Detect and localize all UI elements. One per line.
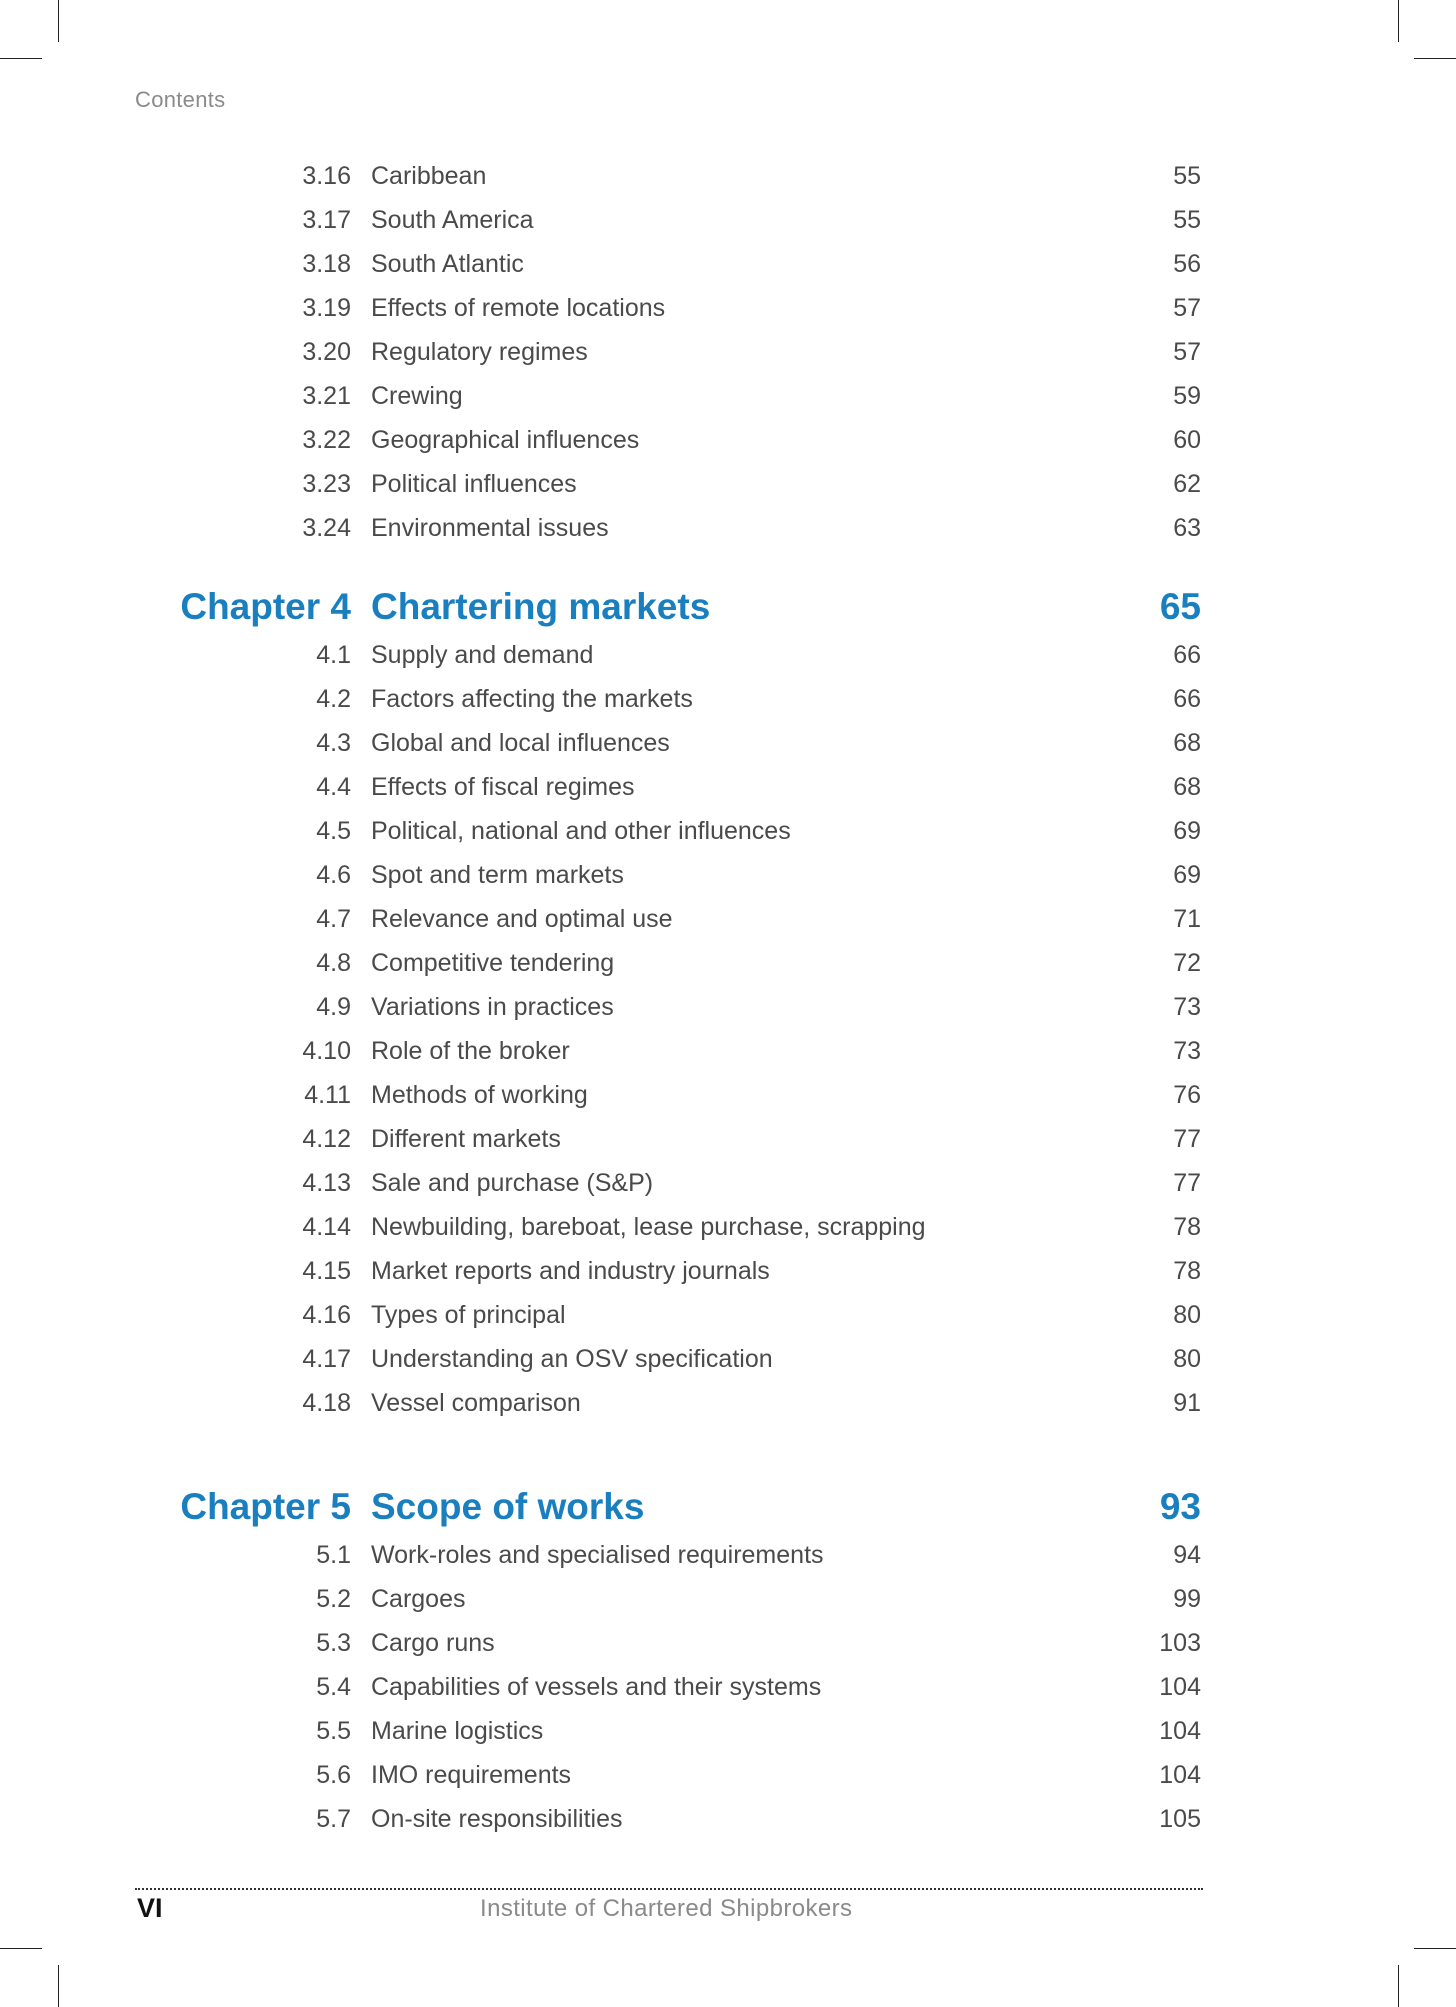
section-title: Market reports and industry journals — [371, 1257, 770, 1285]
section-title: Types of principal — [371, 1301, 566, 1329]
section-number: 4.17 — [302, 1345, 351, 1373]
toc-entry[interactable] — [0, 1665, 1456, 1709]
section-number: 5.7 — [316, 1805, 351, 1833]
section-number: 3.17 — [302, 206, 351, 234]
page-number: 69 — [1173, 817, 1201, 845]
toc-entry[interactable] — [0, 198, 1456, 242]
section-title: Understanding an OSV specification — [371, 1345, 773, 1373]
page-number: 55 — [1173, 162, 1201, 190]
section-title: Cargo runs — [371, 1629, 495, 1657]
page-number: 68 — [1173, 773, 1201, 801]
page-number: 77 — [1173, 1169, 1201, 1197]
section-title: Supply and demand — [371, 641, 594, 669]
page-number: 56 — [1173, 250, 1201, 278]
section-title: Spot and term markets — [371, 861, 624, 889]
section-number: 3.22 — [302, 426, 351, 454]
footer-publisher: Institute of Chartered Shipbrokers — [480, 1895, 853, 1922]
page-number: 104 — [1159, 1673, 1201, 1701]
toc-entry[interactable] — [0, 506, 1456, 550]
chapter-title: Chartering markets — [371, 586, 711, 627]
section-title: Methods of working — [371, 1081, 588, 1109]
toc-entry[interactable] — [0, 374, 1456, 418]
page-number: 63 — [1173, 514, 1201, 542]
section-number: 5.6 — [316, 1761, 351, 1789]
page-number: 76 — [1173, 1081, 1201, 1109]
section-title: Variations in practices — [371, 993, 614, 1021]
section-number: 4.7 — [316, 905, 351, 933]
page-number: 73 — [1173, 1037, 1201, 1065]
section-number: 4.18 — [302, 1389, 351, 1417]
toc-entry[interactable] — [0, 1161, 1456, 1205]
toc-entry[interactable] — [0, 765, 1456, 809]
section-number: 4.3 — [316, 729, 351, 757]
page-number: 80 — [1173, 1301, 1201, 1329]
page-number: 91 — [1173, 1389, 1201, 1417]
page-number: 99 — [1173, 1585, 1201, 1613]
section-number: 4.4 — [316, 773, 351, 801]
section-number: 4.2 — [316, 685, 351, 713]
section-number: 4.14 — [302, 1213, 351, 1241]
section-title: Work-roles and specialised requirements — [371, 1541, 824, 1569]
section-title: Newbuilding, bareboat, lease purchase, scrapping — [371, 1213, 926, 1241]
chapter-heading-4[interactable] — [0, 579, 1456, 635]
crop-mark — [1398, 0, 1399, 42]
section-number: 4.12 — [302, 1125, 351, 1153]
section-title: Political, national and other influences — [371, 817, 791, 845]
page-number: 73 — [1173, 993, 1201, 1021]
section-title: Regulatory regimes — [371, 338, 588, 366]
section-title: IMO requirements — [371, 1761, 572, 1789]
footer-divider — [135, 1888, 1203, 1890]
page-number: 66 — [1173, 641, 1201, 669]
section-number: 4.16 — [302, 1301, 351, 1329]
section-title: South America — [371, 206, 534, 234]
toc-entry[interactable] — [0, 1337, 1456, 1381]
toc-entry[interactable] — [0, 1073, 1456, 1117]
page-number: 103 — [1159, 1629, 1201, 1657]
chapter-page-number: 93 — [1159, 1486, 1201, 1527]
page-number: 78 — [1173, 1257, 1201, 1285]
section-title: Global and local influences — [371, 729, 670, 757]
toc-entry[interactable] — [0, 1381, 1456, 1425]
toc-entry[interactable] — [0, 154, 1456, 198]
toc-entry[interactable] — [0, 330, 1456, 374]
crop-mark — [58, 1965, 59, 2007]
chapter-label: Chapter 5 — [180, 1486, 351, 1527]
page-number: 57 — [1173, 294, 1201, 322]
chapter-label: Chapter 4 — [180, 586, 351, 627]
section-title: South Atlantic — [371, 250, 524, 278]
section-number: 4.5 — [316, 817, 351, 845]
toc-entry[interactable] — [0, 941, 1456, 985]
section-number: 4.15 — [302, 1257, 351, 1285]
section-number: 5.1 — [316, 1541, 351, 1569]
toc-entry[interactable] — [0, 1293, 1456, 1337]
page-number: 69 — [1173, 861, 1201, 889]
chapter-page-number: 65 — [1159, 586, 1201, 627]
section-number: 4.11 — [304, 1081, 351, 1109]
section-number: 3.24 — [302, 514, 351, 542]
toc-entry[interactable] — [0, 1117, 1456, 1161]
toc-entry[interactable] — [0, 721, 1456, 765]
toc-entry[interactable] — [0, 286, 1456, 330]
toc-entry[interactable] — [0, 809, 1456, 853]
toc-entry[interactable] — [0, 1709, 1456, 1753]
toc-entry[interactable] — [0, 633, 1456, 677]
section-number: 4.10 — [302, 1037, 351, 1065]
section-title: Sale and purchase (S&P) — [371, 1169, 654, 1197]
section-title: Cargoes — [371, 1585, 466, 1613]
page-number: 94 — [1173, 1541, 1201, 1569]
toc-entry[interactable] — [0, 897, 1456, 941]
page-number: 104 — [1159, 1717, 1201, 1745]
section-title: Different markets — [371, 1125, 561, 1153]
section-title: Role of the broker — [371, 1037, 570, 1065]
page-number: 72 — [1173, 949, 1201, 977]
crop-mark — [0, 1948, 42, 1949]
toc-entry[interactable] — [0, 1249, 1456, 1293]
section-title: Vessel comparison — [371, 1389, 581, 1417]
section-number: 3.23 — [302, 470, 351, 498]
page-number: 78 — [1173, 1213, 1201, 1241]
toc-entry[interactable] — [0, 1577, 1456, 1621]
section-number: 5.4 — [316, 1673, 351, 1701]
page-number: 71 — [1173, 905, 1201, 933]
page-folio: VI — [137, 1893, 163, 1923]
page-number: 57 — [1173, 338, 1201, 366]
page-number: 105 — [1159, 1805, 1201, 1833]
toc-entry[interactable] — [0, 242, 1456, 286]
section-title: Marine logistics — [371, 1717, 544, 1745]
section-number: 4.8 — [316, 949, 351, 977]
running-header: Contents — [135, 87, 226, 112]
toc-entry[interactable] — [0, 418, 1456, 462]
toc-entry[interactable] — [0, 462, 1456, 506]
section-number: 3.16 — [302, 162, 351, 190]
crop-mark — [0, 58, 42, 59]
section-title: Caribbean — [371, 162, 487, 190]
section-title: Political influences — [371, 470, 577, 498]
section-title: On-site responsibilities — [371, 1805, 623, 1833]
section-number: 3.20 — [302, 338, 351, 366]
section-title: Factors affecting the markets — [371, 685, 693, 713]
page-number: 80 — [1173, 1345, 1201, 1373]
section-number: 3.19 — [302, 294, 351, 322]
section-title: Effects of fiscal regimes — [371, 773, 635, 801]
toc-entry[interactable] — [0, 1533, 1456, 1577]
section-number: 3.21 — [302, 382, 351, 410]
section-title: Capabilities of vessels and their systems — [371, 1673, 822, 1701]
section-number: 3.18 — [302, 250, 351, 278]
crop-mark — [1414, 58, 1456, 59]
page-number: 60 — [1173, 426, 1201, 454]
toc-entry[interactable] — [0, 985, 1456, 1029]
page-number: 68 — [1173, 729, 1201, 757]
toc-entry[interactable] — [0, 1797, 1456, 1841]
section-title: Crewing — [371, 382, 463, 410]
chapter-heading-5[interactable] — [0, 1479, 1456, 1535]
page-number: 66 — [1173, 685, 1201, 713]
section-title: Competitive tendering — [371, 949, 615, 977]
section-number: 5.5 — [316, 1717, 351, 1745]
toc-entry[interactable] — [0, 1621, 1456, 1665]
page-number: 62 — [1173, 470, 1201, 498]
crop-mark — [58, 0, 59, 42]
toc-entry[interactable] — [0, 1029, 1456, 1073]
page-number: 55 — [1173, 206, 1201, 234]
section-title: Environmental issues — [371, 514, 609, 542]
chapter-title: Scope of works — [371, 1486, 645, 1527]
section-number: 5.3 — [316, 1629, 351, 1657]
section-number: 4.6 — [316, 861, 351, 889]
section-number: 4.13 — [302, 1169, 351, 1197]
section-number: 4.9 — [316, 993, 351, 1021]
page-number: 104 — [1159, 1761, 1201, 1789]
page-number: 77 — [1173, 1125, 1201, 1153]
section-title: Effects of remote locations — [371, 294, 666, 322]
toc-entry[interactable] — [0, 677, 1456, 721]
section-number: 4.1 — [316, 641, 351, 669]
section-title: Geographical influences — [371, 426, 640, 454]
toc-entry[interactable] — [0, 1205, 1456, 1249]
section-number: 5.2 — [316, 1585, 351, 1613]
crop-mark — [1398, 1965, 1399, 2007]
toc-entry[interactable] — [0, 1753, 1456, 1797]
crop-mark — [1414, 1948, 1456, 1949]
toc-entry[interactable] — [0, 853, 1456, 897]
section-title: Relevance and optimal use — [371, 905, 673, 933]
page-number: 59 — [1173, 382, 1201, 410]
